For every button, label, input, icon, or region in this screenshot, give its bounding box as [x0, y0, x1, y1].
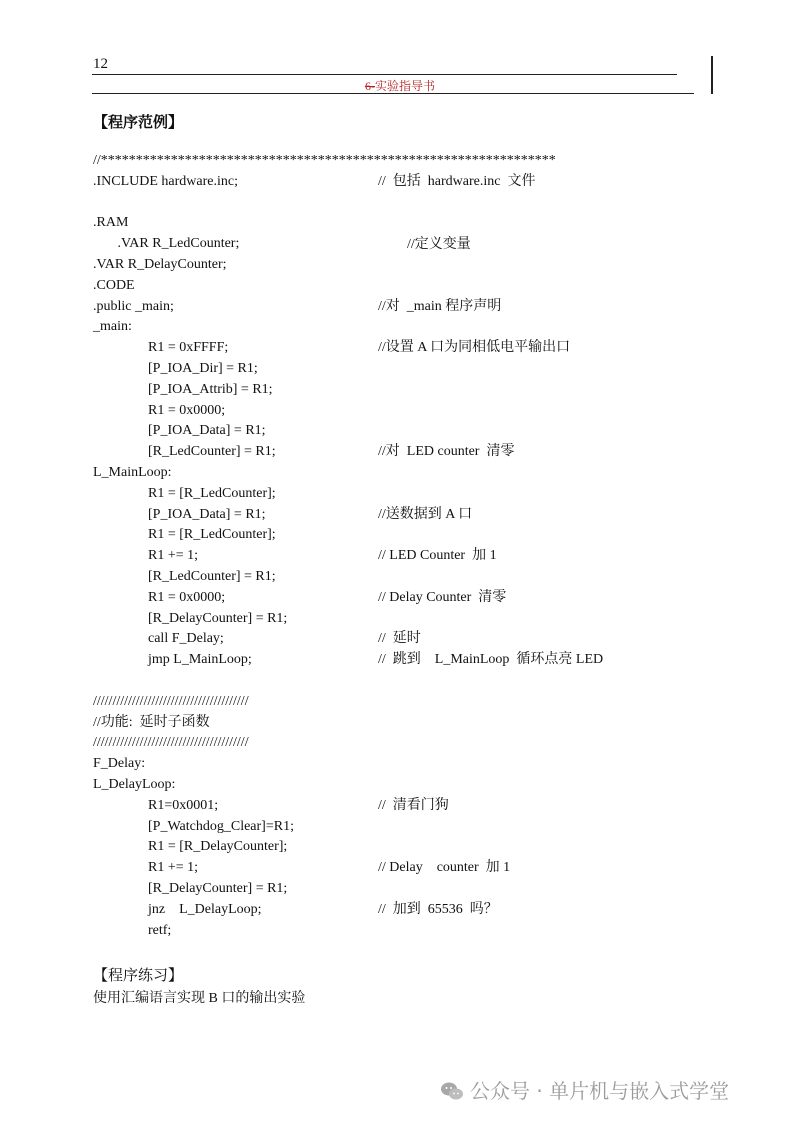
code-comment: //对 LED counter 清零 — [378, 444, 515, 459]
code-comment: // 延时 — [378, 631, 421, 646]
code-line: .INCLUDE hardware.inc; — [93, 174, 239, 189]
page-number: 12 — [93, 56, 108, 72]
code-comment: // 跳到 L_MainLoop 循环点亮 LED — [378, 652, 604, 667]
code-line: R1 = 0x0000; — [148, 590, 226, 605]
code-line: R1 += 1; — [148, 548, 199, 563]
code-line: R1 = 0xFFFF; — [148, 340, 229, 355]
running-header-title: 实验指导书 — [375, 79, 436, 93]
exercise-section-title: 【程序练习】 — [93, 968, 184, 984]
code-line: [P_IOA_Data] = R1; — [148, 507, 266, 522]
code-line: .public _main; — [93, 299, 174, 314]
code-line: .CODE — [93, 278, 135, 293]
code-comment-var: //定义变量 — [407, 237, 471, 252]
code-comment: // Delay counter 加 1 — [378, 860, 511, 875]
code-line: [R_LedCounter] = R1; — [148, 444, 276, 459]
header-rule-top — [92, 74, 677, 75]
code-line: R1 = [R_LedCounter]; — [148, 486, 276, 501]
header-rule-bottom — [92, 93, 694, 94]
code-line: L_DelayLoop: — [93, 777, 176, 792]
code-comment: // 加到 65536 吗？ — [378, 902, 498, 917]
code-line: retf; — [148, 923, 172, 938]
code-line: .VAR R_LedCounter; — [93, 236, 240, 251]
code-line: [R_DelayCounter] = R1; — [148, 881, 288, 896]
code-line: //////////////////////////////////////// — [93, 694, 249, 709]
code-comment: // 包括 hardware.inc 文件 — [378, 174, 536, 189]
running-header — [365, 77, 435, 94]
code-line: //////////////////////////////////////// — [93, 735, 249, 750]
watermark: 公众号 · 单片机与嵌入式学堂 — [470, 1079, 730, 1103]
code-line: L_MainLoop: — [93, 465, 172, 480]
running-header-prefix: 6- — [365, 79, 375, 93]
code-line: R1 = [R_DelayCounter]; — [148, 839, 288, 854]
code-comment: //设置 A 口为同相低电平输出口 — [378, 340, 571, 355]
code-line: jmp L_MainLoop; — [148, 652, 252, 667]
code-line: R1 = [R_LedCounter]; — [148, 527, 276, 542]
code-comment: // 清看门狗 — [378, 798, 449, 813]
exercise-text: 使用汇编语言实现 B 口的输出实验 — [93, 991, 306, 1006]
code-line: R1 += 1; — [148, 860, 199, 875]
code-line: [P_IOA_Dir] = R1; — [148, 361, 258, 376]
code-line: .RAM — [93, 215, 129, 230]
wechat-icon — [440, 1081, 464, 1101]
code-line: //功能: 延时子函数 — [93, 715, 210, 730]
code-line: R1=0x0001; — [148, 798, 219, 813]
code-comment: //对 _main 程序声明 — [378, 299, 502, 314]
code-line: [R_LedCounter] = R1; — [148, 569, 276, 584]
code-line: _main: — [93, 319, 132, 334]
code-line: .VAR R_DelayCounter; — [93, 257, 227, 272]
code-line: jnz L_DelayLoop; — [148, 902, 262, 917]
code-line: [P_Watchdog_Clear]=R1; — [148, 819, 294, 834]
example-section-title: 【程序范例】 — [93, 115, 184, 131]
code-line: //***************************************************************** — [93, 153, 556, 168]
margin-bar — [711, 56, 713, 94]
code-line: call F_Delay; — [148, 631, 224, 646]
code-line: [R_DelayCounter] = R1; — [148, 611, 288, 626]
code-line: [P_IOA_Data] = R1; — [148, 423, 266, 438]
code-comment: // LED Counter 加 1 — [378, 548, 497, 563]
code-comment: //送数据到 A 口 — [378, 507, 473, 522]
code-line: R1 = 0x0000; — [148, 403, 226, 418]
code-line: [P_IOA_Attrib] = R1; — [148, 382, 273, 397]
code-line: F_Delay: — [93, 756, 146, 771]
code-comment: // Delay Counter 清零 — [378, 590, 507, 605]
